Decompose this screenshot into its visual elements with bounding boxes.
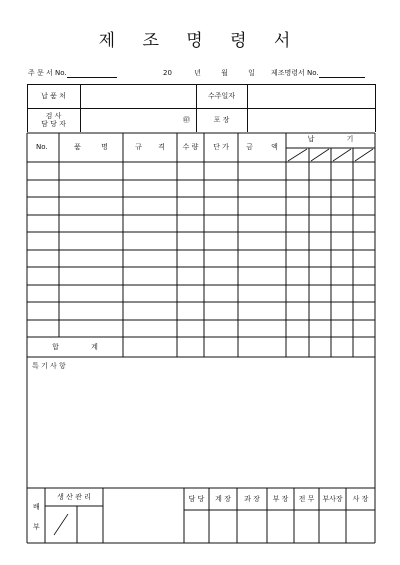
- delivery-slash: [355, 149, 373, 161]
- production-slash: [54, 514, 68, 535]
- approval-header: 계 장: [215, 495, 231, 503]
- header-quantity: 수 량: [182, 143, 199, 151]
- order-date-label: 수주일자: [207, 92, 236, 100]
- date-year-label: 년: [194, 69, 201, 77]
- approval-header: 과 장: [244, 495, 260, 503]
- distribution-label-line1: 배: [33, 503, 40, 511]
- inspector-label-line1: 검 사: [45, 112, 62, 120]
- seal-mark: ㊞: [183, 116, 190, 124]
- date-day-label: 일: [248, 69, 255, 77]
- header-spec: 규 격: [135, 143, 165, 151]
- header-amount: 금 액: [246, 143, 278, 151]
- header-delivery: 납 기: [307, 135, 354, 143]
- delivery-place-label: 납 품 처: [41, 92, 66, 100]
- delivery-slashes: [54, 149, 373, 535]
- production-management-label: 생 산 관 리: [57, 493, 91, 501]
- total-label: 합 계: [52, 343, 98, 351]
- approval-header: 부사장: [322, 495, 343, 503]
- distribution-label-line2: 부: [33, 523, 40, 531]
- date-month-label: 월: [221, 69, 228, 77]
- packing-label: 포 장: [213, 116, 230, 124]
- delivery-slash: [288, 149, 307, 161]
- order-number-label: 주 문 서 No.: [28, 69, 67, 77]
- inspector-label-line2: 담 당 자: [41, 120, 66, 128]
- mfg-number-label: 제조명령서 No.: [271, 69, 319, 77]
- approval-header: 담 당: [188, 495, 205, 503]
- approval-header: 부 장: [272, 495, 289, 503]
- delivery-slash: [311, 149, 329, 161]
- approval-header: 사 장: [352, 495, 369, 503]
- table-lines: [27, 133, 375, 543]
- notes-label: 특 기 사 항: [32, 362, 66, 370]
- page-title: 제 조 명 령 서: [98, 31, 302, 51]
- header-unit-price: 단 가: [213, 143, 229, 151]
- delivery-slash: [333, 149, 351, 161]
- date-year: 20: [163, 69, 172, 77]
- approval-header: 전 무: [298, 495, 315, 503]
- header-no: No.: [36, 143, 48, 151]
- header-item-name: 품 명: [74, 143, 108, 151]
